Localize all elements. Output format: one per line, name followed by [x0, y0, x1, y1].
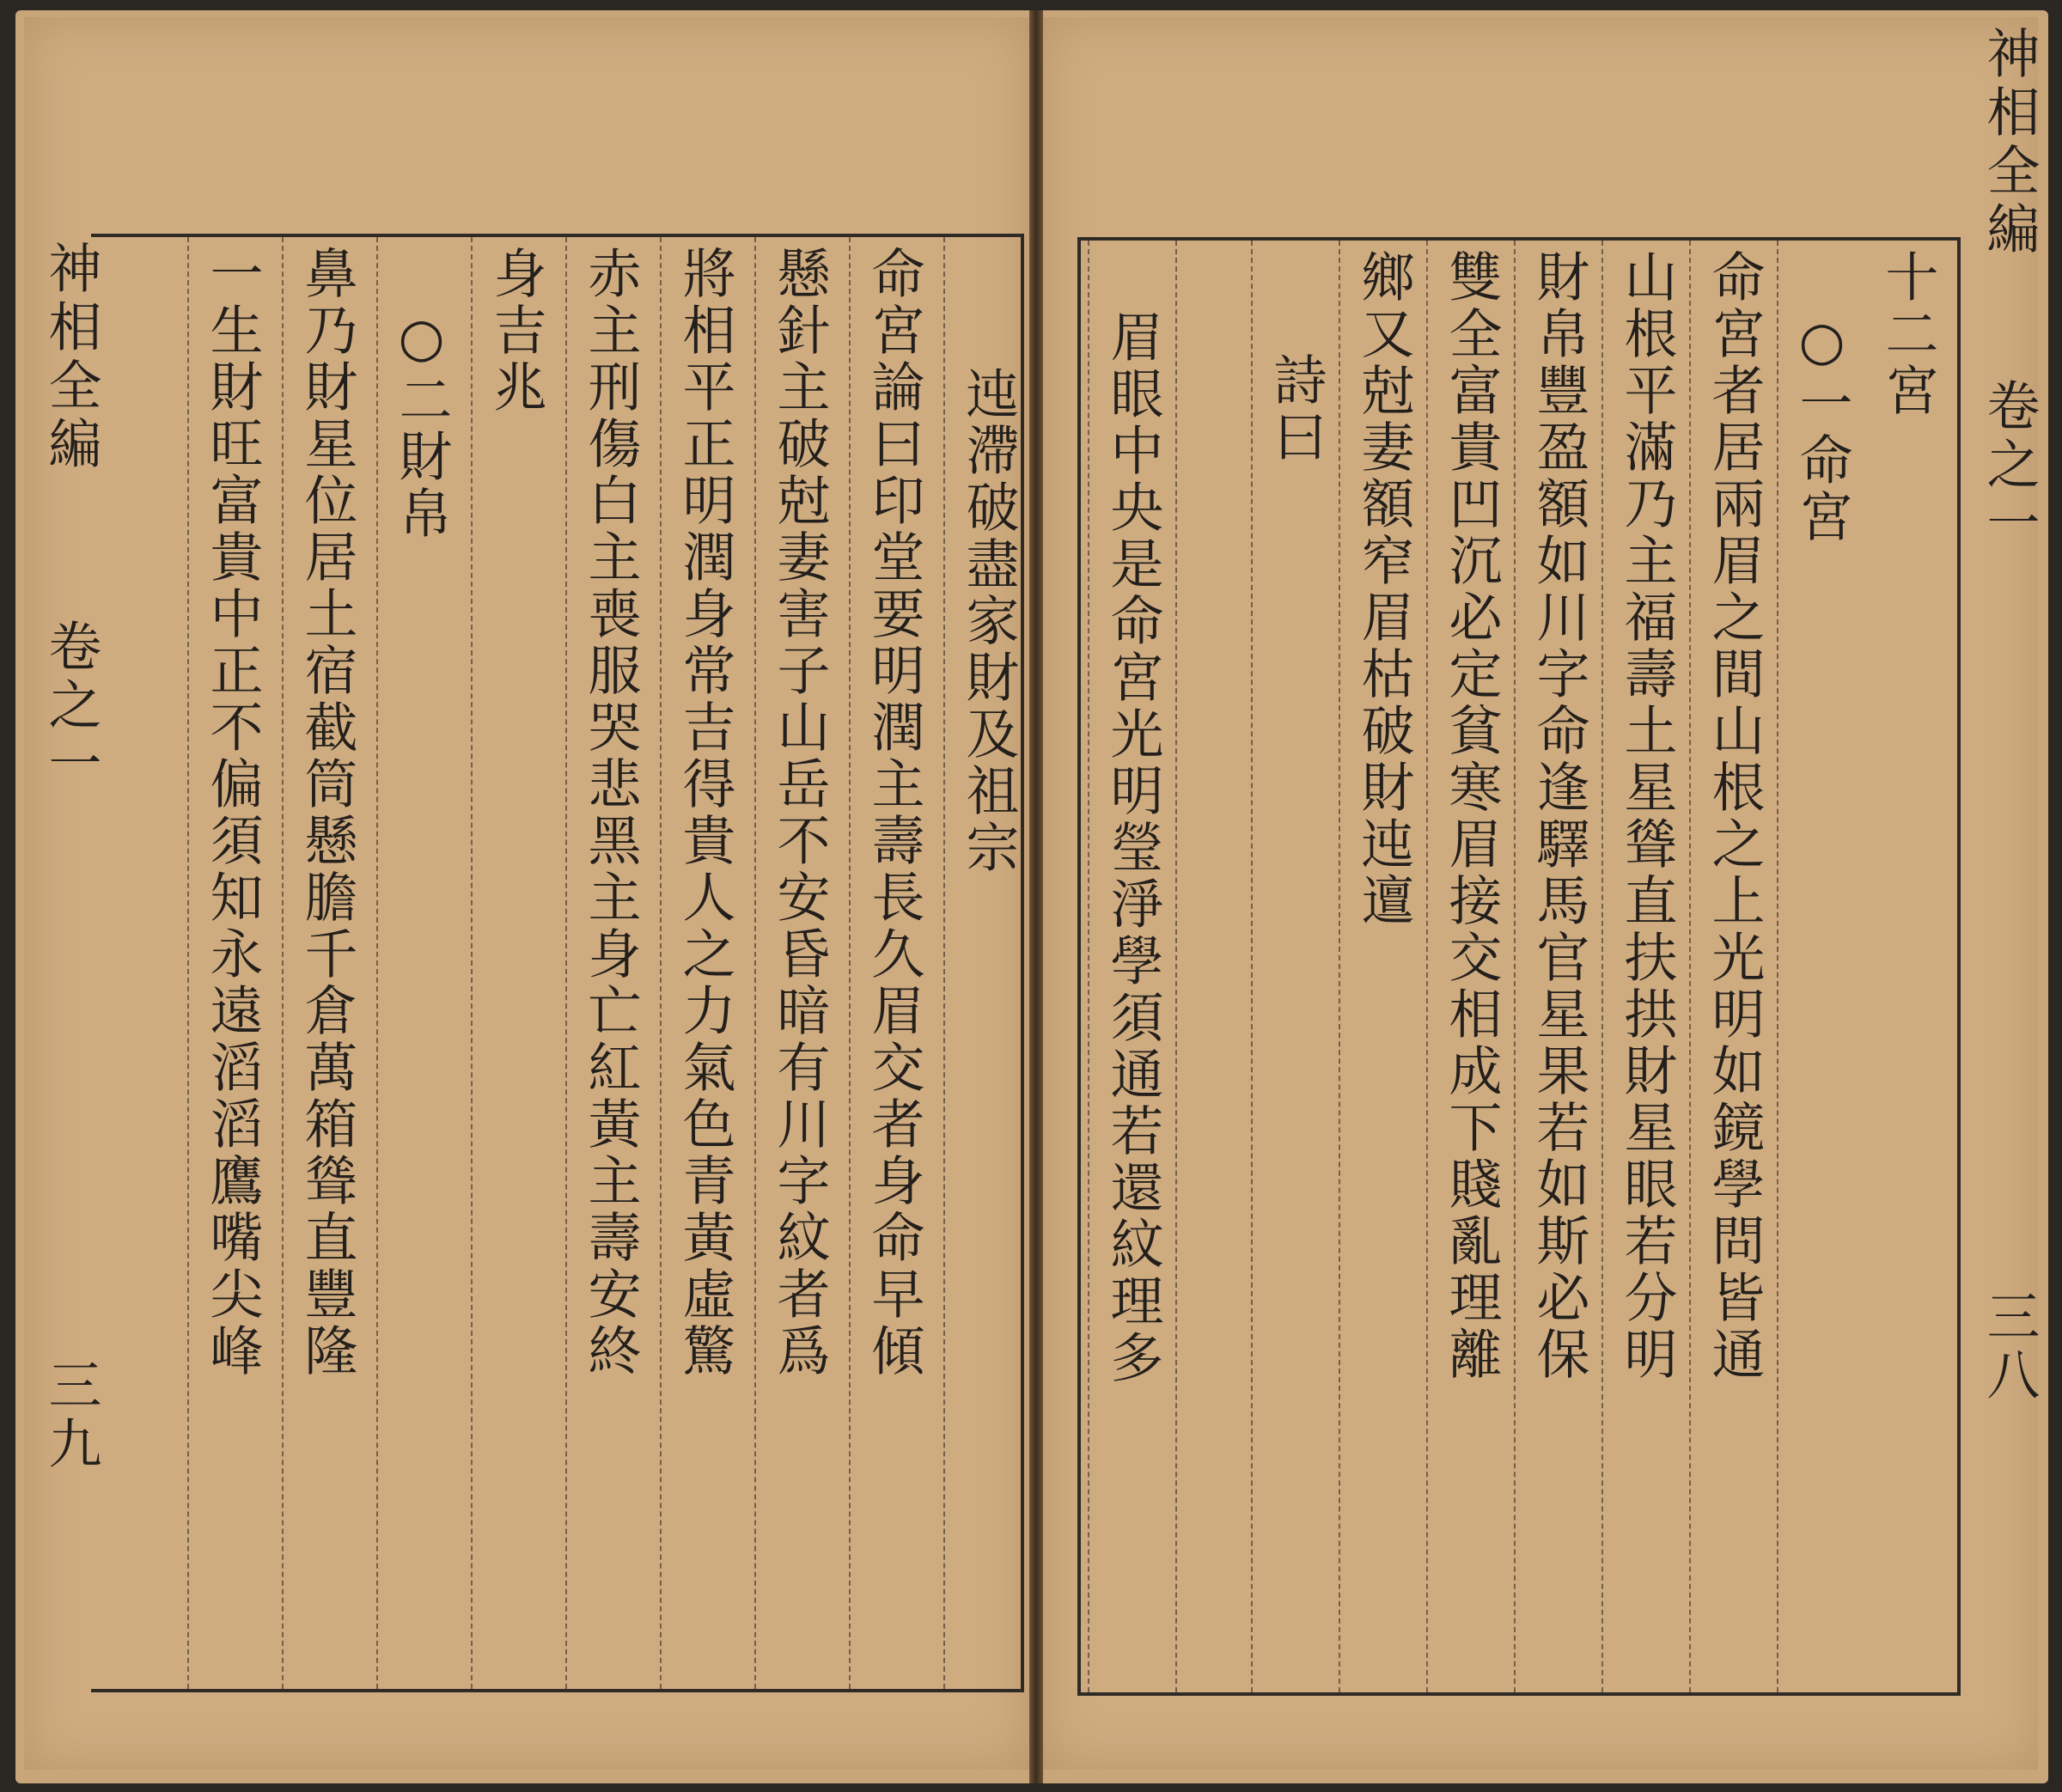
right-header-title: 神相全編: [1978, 26, 2041, 259]
text-column: 身吉兆: [471, 237, 558, 1689]
right-page: [1043, 17, 2041, 1770]
text-column: ○一命宮: [1777, 241, 1864, 1692]
text-column: 眉眼中央是命宮光明瑩淨學須通若還紋理多: [1088, 241, 1175, 1692]
left-header-volume: 卷之一: [40, 619, 102, 794]
text-column: ○二財帛: [376, 237, 464, 1689]
text-column: 命宮論曰印堂要明潤主壽長久眉交者身命早傾: [849, 237, 936, 1689]
text-column: 將相平正明潤身常吉得貴人之力氣色青黃虛驚: [660, 237, 747, 1689]
text-column: 雙全富貴凹沉必定貧寒眉接交相成下賤亂理離: [1426, 241, 1514, 1692]
text-column: 山根平滿乃主福壽土星聳直扶拱財星眼若分明: [1601, 241, 1689, 1692]
text-column: 懸針主破尅妻害子山岳不安昏暗有川字紋者爲: [754, 237, 842, 1689]
left-header-title: 神相全編: [40, 241, 102, 474]
text-column: [1175, 241, 1263, 1692]
left-folio: 三九: [40, 1357, 102, 1474]
text-column: 鼻乃財星位居土宿截筒懸膽千倉萬箱聳直豐隆: [282, 237, 369, 1689]
text-column: 詩曰: [1251, 241, 1339, 1692]
text-column: 財帛豐盈額如川字命逢驛馬官星果若如斯必保: [1514, 241, 1601, 1692]
right-header-volume: 卷之一: [1978, 378, 2041, 553]
right-folio: 三八: [1978, 1289, 2041, 1405]
left-page: [24, 17, 1029, 1770]
right-text-frame: [1077, 237, 1961, 1696]
text-column: 赤主刑傷白主喪服哭悲黑主身亡紅黃主壽安終: [565, 237, 653, 1689]
text-column: 一生財旺富貴中正不偏須知永遠滔滔鷹嘴尖峰: [187, 237, 275, 1689]
left-text-frame: [91, 234, 1024, 1692]
book-gutter: [1029, 10, 1043, 1783]
text-column: 鄉又尅妻額窄眉枯破財迍邅: [1339, 241, 1426, 1692]
text-column: 十二宮: [1876, 249, 1939, 419]
text-column: 命宮者居兩眉之間山根之上光明如鏡學問皆通: [1689, 241, 1777, 1692]
open-book: [15, 10, 2048, 1783]
text-column: 迍滯破盡家財及祖宗: [943, 237, 1031, 1689]
